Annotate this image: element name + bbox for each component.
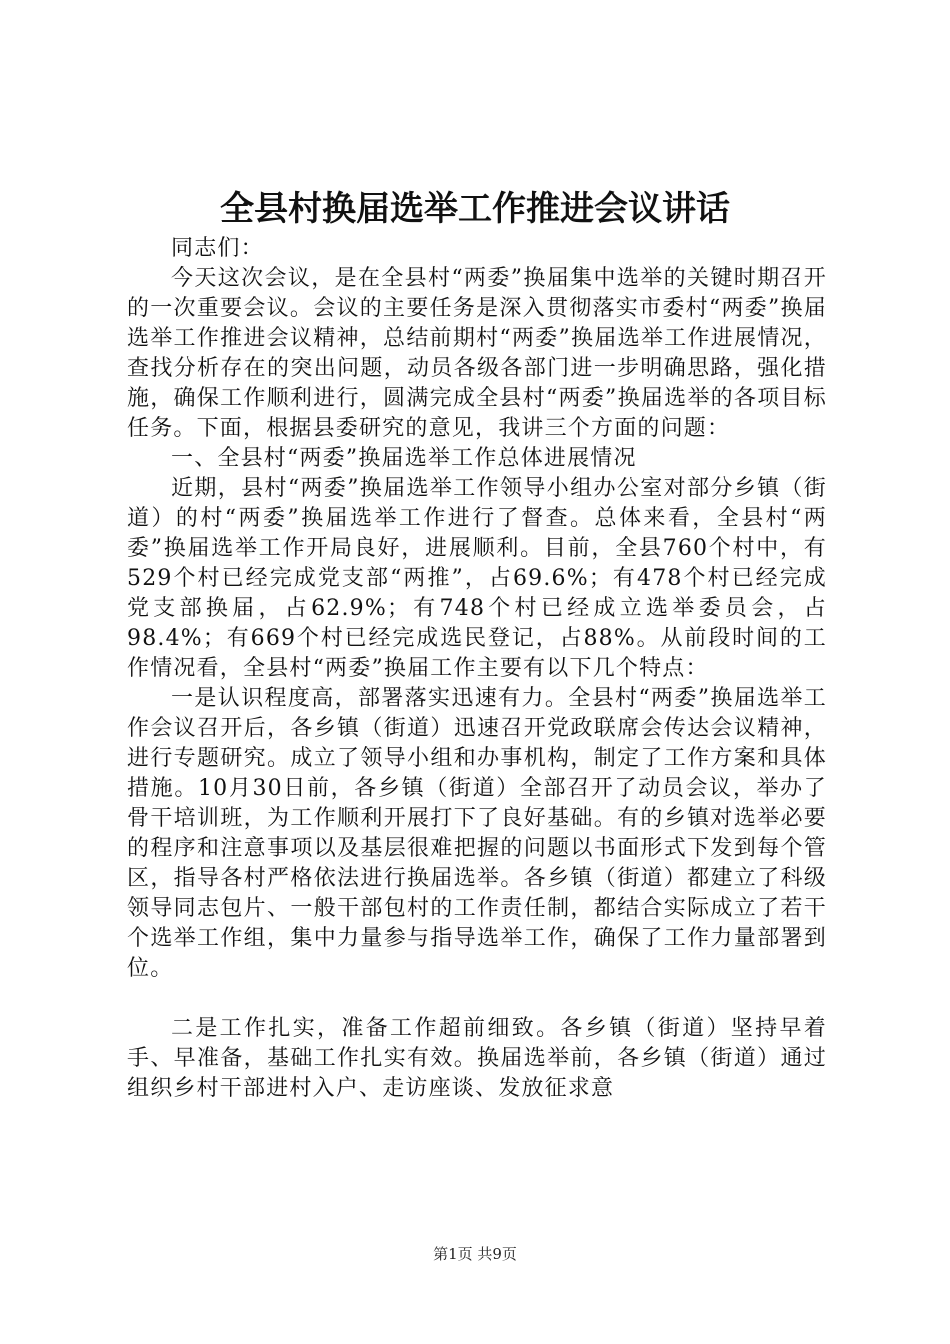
page-footer: 第1页 共9页 [433, 1245, 517, 1263]
paragraph-point-two: 二是工作扎实，准备工作超前细致。各乡镇（街道）坚持早着手、早准备，基础工作扎实有效。换届选举前，各乡镇（街道）通过组织乡村干部进村入户、走访座谈、发放征求意 [127, 1016, 827, 1101]
document-body [127, 234, 827, 1104]
paragraph-point-one: 一是认识程度高，部署落实迅速有力。全县村“两委”换届选举工作会议召开后，各乡镇（街道）迅速召开党政联席会传达会议精神，进行专题研究。成立了领导小组和办事机构，制定了工作方案和具体措施。10月30日前，各乡镇（街道）全部召开了动员会议，举办了骨干培训班，为工作顺利开展打下了良好基础。有的乡镇对选举必要的程序和注意事项以及基层很难把握的问题以书面形式下发到每个管区，指导各村严格依法进行换届选举。各乡镇（街道）都建立了科级领导同志包片、一般干部包村的工作责任制，都结合实际成立了若干个选举工作组，集中力量参与指导选举工作，确保了工作力量部署到位。 [127, 686, 827, 981]
paragraph-intro: 今天这次会议，是在全县村“两委”换届集中选举的关键时期召开的一次重要会议。会议的主要任务是深入贯彻落实市委村“两委”换届选举工作推进会议精神，总结前期村“两委”换届选举工作进展情况，查找分析存在的突出问题，动员各级各部门进一步明确思路，强化措施，确保工作顺利进行，圆满完成全县村“两委”换届选举的各项目标任务。下面，根据县委研究的意见，我讲三个方面的问题： [127, 266, 827, 441]
section-heading: 一、全县村“两委”换届选举工作总体进展情况 [171, 446, 637, 471]
salutation: 同志们： [171, 236, 264, 261]
document-title: 全县村换届选举工作推进会议讲话 [220, 189, 730, 229]
paragraph-progress: 近期，县村“两委”换届选举工作领导小组办公室对部分乡镇（街道）的村“两委”换届选举工作进行了督查。总体来看，全县村“两委”换届选举工作开局良好，进展顺利。目前，全县760个村中，有529个村已经完成党支部“两推”，占69.6%；有478个村已经完成党支部换届，占62.9%；有748个村已经成立选举委员会，占98.4%；有669个村已经完成选民登记，占88%。从前段时间的工作情况看，全县村“两委”换届工作主要有以下几个特点： [127, 476, 827, 681]
